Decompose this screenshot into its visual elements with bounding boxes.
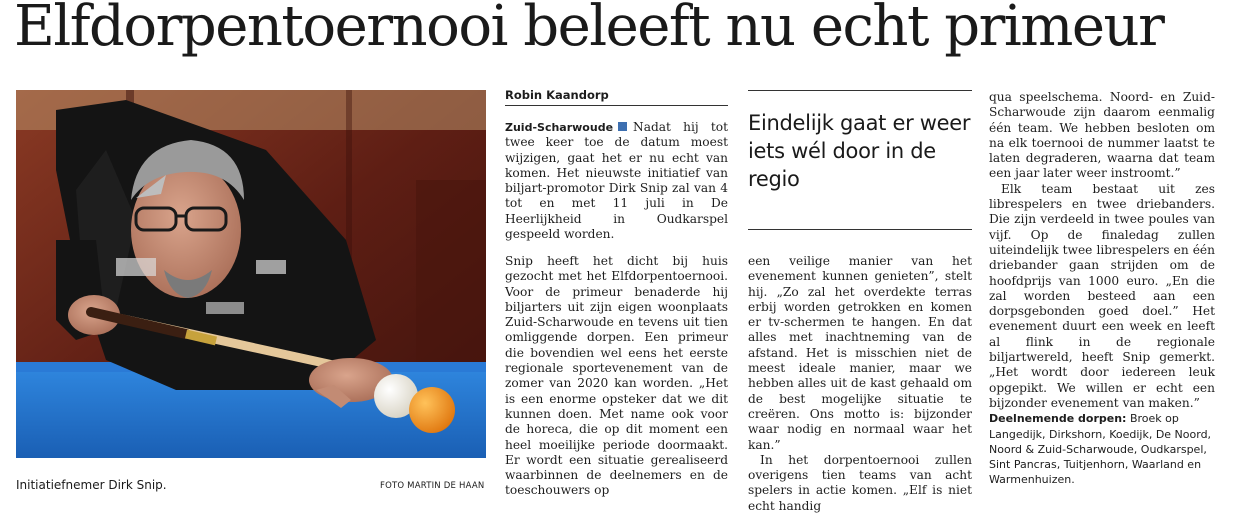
billiards-player-photo [16,90,486,458]
photo-credit: FOTO MARTIN DE HAAN [380,481,485,491]
dateline-square-icon [618,122,627,131]
column-2-paragraph-2: In het dorpentoernooi zullen overigens tien teams van acht spelers in actie komen. „Elf is niet echt handig [748,452,972,513]
pull-quote: Eindelijk gaat er weer iets wél door in de regio [748,111,971,191]
intro-paragraph [505,120,728,242]
participants-label: Deelnemende dorpen: [989,412,1127,426]
pull-quote-box [748,90,972,230]
dateline: Zuid-Scharwoude [505,121,614,134]
column-3-paragraph-1: qua speelschema. Noord- en Zuid-Scharwoude zijn daarom eenmalig één team. We hebben besloten om na elk toernooi de nummer laatst te laten degraderen, waarna dat team een jaar later weer instroomt.” [989,90,1215,181]
participants-towns: Broek op Langedijk, Dirkshorn, Koedijk, De Noord, Noord & Zuid-Scharwoude, Oudkarspel, Sint Pancras, Tuitjenhorn, Waarland en Warmenhuizen. [989,412,1212,487]
column-2-paragraph-1: een veilige manier van het evenement kunnen genieten”, stelt hij. „Zo zal het overdekte terras erbij worden getrokken en komen er tv-schermen te hangen. En dat alles met inachtneming van de afstand. Het is misschien niet de meest ideale manier, maar we hebben alles uit de kast gehaald om de best mogelijke situatie te creëren. Ons motto is: bijzonder waar nodig en normaal waar het kan.” [748,254,972,452]
participants-list [989,411,1215,487]
intro-text: Nadat hij tot twee keer toe de datum moest wijzigen, gaat het er nu echt van komen. Het nieuwste initiatief van biljart-promotor Dirk Snip zal van 4 tot en met 11 juli in De Heerlijkheid in Oudkarspel gespeeld worden. [505,120,728,242]
photo-caption: Initiatiefnemer Dirk Snip. [16,478,167,492]
column-3-paragraph-2: Elk team bestaat uit zes librespelers en twee driebanders. Die zijn verdeeld in twee poules van vijf. Op de finaledag zullen uiteindelijk twee librespelers en één driebander gaan strijden om de hoofdprijs van 1000 euro. „En die zal worden besteed aan een dorpsgebonden goed doel.” Het evenement duurt een week en leeft al flink in de regionale biljartwereld, heeft Snip gemerkt. „Het wordt door iedereen leuk opgepikt. We willen er echt een bijzonder evenement van maken.” [989,181,1215,410]
column-1-body [505,254,728,499]
column-2-body [748,254,972,514]
column-3-body [989,90,1215,488]
column-1-paragraph: Snip heeft het dicht bij huis gezocht met het Elfdorpentoernooi. Voor de primeur benaderde hij biljarters uit zijn eigen woonplaats Zuid-Scharwoude en tevens uit tien omliggende dorpen. Een primeur die bovendien wel eens het eerste regionale sportevenement van de zomer van 2020 kan worden. „Het is een enorme opsteker dat we dit kunnen doen. Met name ook voor de horeca, die op dit moment een heel moeilijke periode doormaakt. Er wordt een situatie gerealiseerd waarbinnen de deelnemers en de toeschouwers op [505,254,728,498]
headline: Elfdorpentoernooi beleeft nu echt primeur [14,0,1164,59]
byline: Robin Kaandorp [505,88,728,106]
